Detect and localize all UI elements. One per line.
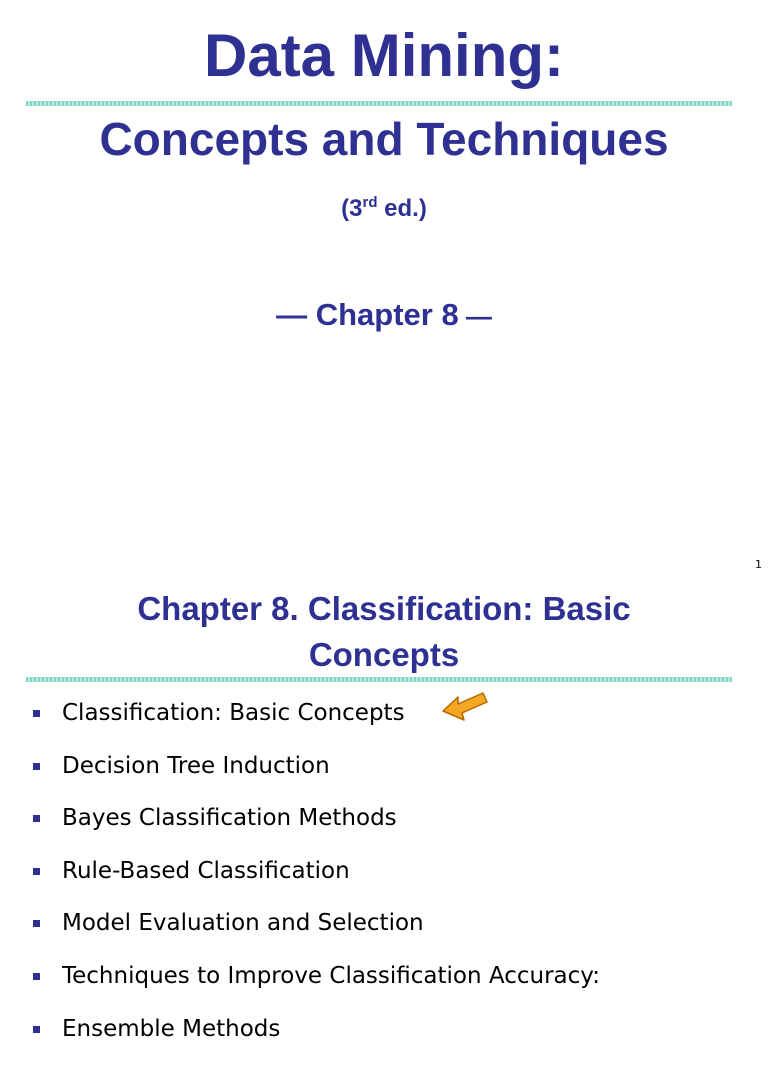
list-item [0, 1014, 768, 1066]
list-item [0, 803, 768, 856]
bullet-square-icon [33, 1026, 40, 1033]
list-item-label: Rule-Based Classification [62, 857, 350, 884]
list-item [0, 751, 768, 804]
title-divider [26, 101, 732, 106]
bullet-square-icon [33, 763, 40, 770]
list-item-label: Bayes Classification Methods [62, 805, 397, 832]
page-number: 1 [755, 558, 762, 571]
edition-label [0, 192, 768, 226]
list-item-label: Model Evaluation and Selection [62, 910, 424, 937]
edition-open: (3 [341, 195, 363, 222]
bullet-square-icon [33, 920, 40, 927]
outline-title-line-2: Concepts [308, 636, 460, 673]
bullet-square-icon [33, 710, 40, 717]
edition-close: ed.) [377, 195, 427, 222]
list-item [0, 908, 768, 961]
list-item [0, 698, 768, 751]
list-item-label: Ensemble Methods [62, 1015, 281, 1042]
outline-slide [0, 580, 768, 1042]
slide-subtitle: Concepts and Techniques [99, 113, 669, 165]
outline-title [0, 586, 768, 678]
chapter-dash-right: — [458, 301, 492, 331]
slide-title: Data Mining: [204, 22, 564, 89]
list-item-label: Classification: Basic Concepts [62, 700, 405, 726]
list-item-label: Decision Tree Induction [62, 752, 330, 779]
bullet-square-icon [33, 815, 40, 822]
chapter-label [0, 294, 768, 337]
list-item [0, 856, 768, 909]
outline-list [0, 698, 768, 1066]
list-item [0, 961, 768, 1014]
bullet-square-icon [33, 868, 40, 875]
chapter-text: Chapter 8 [315, 297, 459, 332]
outline-divider [26, 677, 732, 682]
bullet-square-icon [33, 973, 40, 980]
chapter-dash-left: — [276, 297, 316, 332]
edition-superscript: rd [362, 194, 378, 211]
outline-title-line-1: Chapter 8. Classification: Basic [137, 590, 631, 627]
list-item-label: Techniques to Improve Classification Accuracy: [62, 962, 600, 989]
